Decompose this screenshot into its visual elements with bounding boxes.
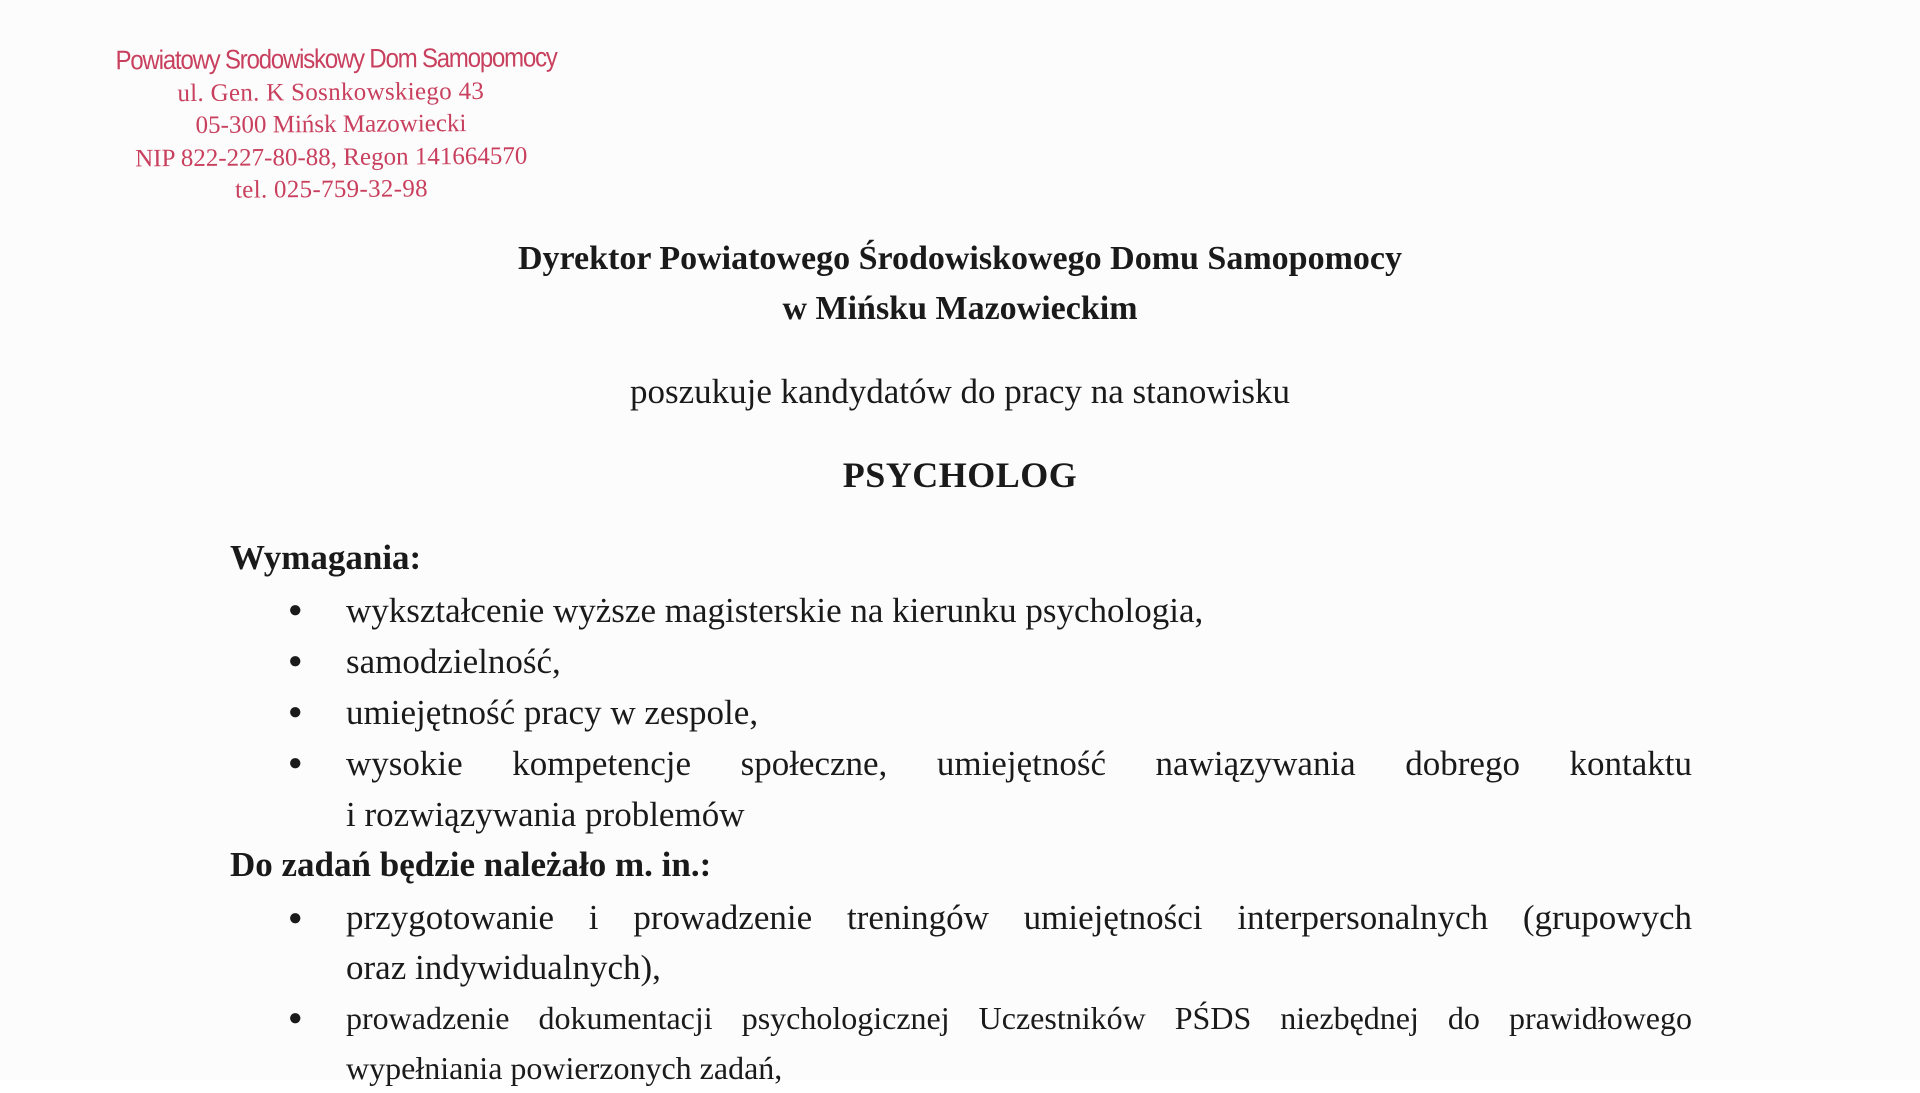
bullet-icon: ●: [288, 905, 303, 931]
stamp-line-city: 05-300 Mińsk Mazowiecki: [195, 110, 467, 139]
document-title-line-1: Dyrektor Powiatowego Środowiskowego Domu Samopomocy: [518, 240, 1402, 277]
list-item: [230, 893, 1692, 993]
duties-list: [230, 893, 1692, 1093]
list-item-continuation: wypełniania powierzonych zadań,: [346, 1050, 783, 1086]
list-item-text: samodzielność,: [346, 642, 561, 681]
list-item-text: prowadzenie dokumentacji psychologicznej Uczestników PŚDS niezbędnej do prawidłowego: [346, 1000, 1692, 1036]
list-item-continuation: oraz indywidualnych),: [346, 948, 661, 987]
bullet-icon: ●: [288, 1005, 303, 1031]
stamp-line-name: Powiatowy Srodowiskowy Dom Samopomocy: [115, 42, 557, 77]
list-item-text: umiejętność pracy w zespole,: [346, 693, 759, 732]
list-item: [230, 687, 1692, 738]
list-item-text: wysokie kompetencje społeczne, umiejętność nawiązywania dobrego kontaktu: [346, 744, 1692, 783]
stamp-line-street: ul. Gen. K Sosnkowskiego 43: [177, 77, 485, 107]
bullet-icon: ●: [288, 648, 303, 674]
bullet-icon: ●: [288, 597, 303, 623]
list-item-text: przygotowanie i prowadzenie treningów umiejętności interpersonalnych (grupowych: [346, 898, 1692, 937]
stamp-line-phone: tel. 025-759-32-98: [234, 175, 428, 204]
bullet-icon: ●: [288, 750, 303, 776]
list-item: [230, 636, 1692, 687]
bullet-icon: ●: [288, 699, 303, 725]
document-subtitle: poszukuje kandydatów do pracy na stanowisku: [630, 372, 1290, 411]
list-item: [230, 738, 1692, 840]
stamp-line-nip-regon: NIP 822-227-80-88, Regon 141664570: [135, 142, 528, 172]
duties-heading: Do zadań będzie należało m. in.:: [230, 845, 712, 884]
requirements-heading: Wymagania:: [230, 538, 422, 577]
list-item: [230, 585, 1692, 636]
list-item: [230, 993, 1692, 1093]
job-position-title: PSYCHOLOG: [842, 455, 1078, 495]
institution-stamp: [115, 42, 557, 208]
requirements-list: [230, 585, 1692, 840]
list-item-continuation: i rozwiązywania problemów: [346, 795, 745, 834]
list-item-text: wykształcenie wyższe magisterskie na kierunku psychologia,: [346, 591, 1204, 630]
document-title-line-2: w Mińsku Mazowieckim: [782, 290, 1138, 327]
